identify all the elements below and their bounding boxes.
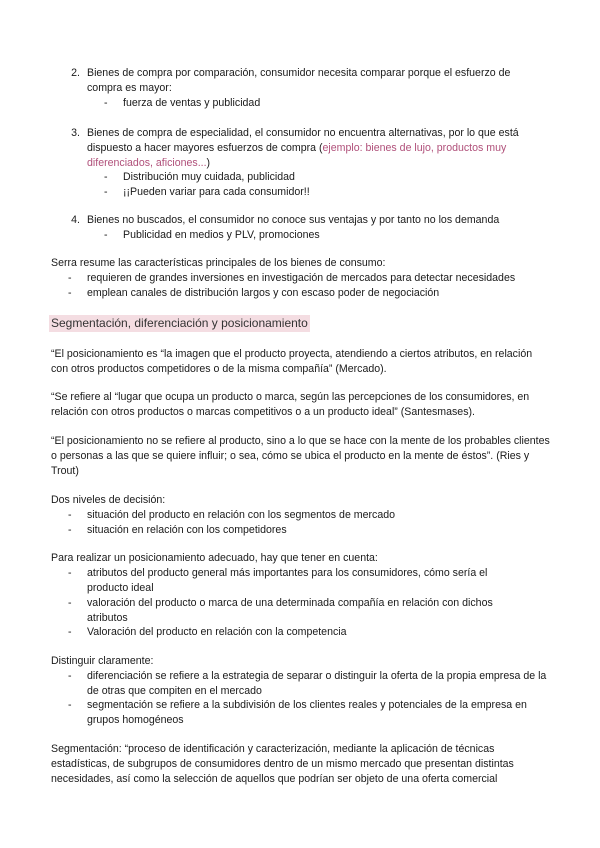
paragraph-intro: Serra resume las características principales de los bienes de consumo: bbox=[51, 257, 386, 269]
section-heading-wrap bbox=[49, 315, 310, 332]
bullet-dash: - bbox=[104, 229, 108, 241]
bullet-dash: - bbox=[68, 670, 72, 682]
bullet-item: valoración del producto o marca de una determinada compañía en relación con dichos atributos bbox=[87, 597, 493, 624]
segmentacion-definition: Segmentación: “proceso de identificación y caracterización, mediante la aplicación de técnicas estadísticas, de subgrupos de consumidores dentro de un mismo mercado que presentan distintas necesidades, así como la selección de aquellos que podrían ser objeto de una oferta comercial bbox=[51, 743, 514, 785]
list-number: 2. bbox=[71, 67, 80, 79]
bullet-dash: - bbox=[68, 699, 72, 711]
quote-mercado: “El posicionamiento es “la imagen que el producto proyecta, atendiendo a ciertos atributos, en relación con otros productos competidores o de la misma compañía” (Mercado). bbox=[51, 348, 533, 375]
sub-item: fuerza de ventas y publicidad bbox=[123, 97, 261, 109]
bullet-dash: - bbox=[68, 272, 72, 284]
section-heading: Segmentación, diferenciación y posicionamiento bbox=[51, 316, 308, 330]
bullet-item: segmentación se refiere a la subdivisión de los clientes reales y potenciales de la empresa en grupos homogéneos bbox=[87, 699, 527, 726]
bullet-dash: - bbox=[104, 171, 108, 183]
bullet-dash: - bbox=[68, 626, 72, 638]
list-item-text-main: Bienes de compra de especialidad, el consumidor no encuentra alternativas, por lo que está dispuesto a hacer mayores esfuerzos de compra ( bbox=[87, 127, 519, 154]
list-item-text: Bienes de compra por comparación, consumidor necesita comparar porque el esfuerzo de compra es mayor: bbox=[87, 67, 511, 94]
sub-item: Distribución muy cuidada, publicidad bbox=[123, 171, 295, 183]
bullet-dash: - bbox=[104, 186, 108, 198]
bullet-item: requieren de grandes inversiones en investigación de mercados para detectar necesidades bbox=[87, 272, 516, 284]
bullet-dash: - bbox=[68, 524, 72, 536]
list-number: 3. bbox=[71, 127, 80, 139]
bullet-item: emplean canales de distribución largos y con escaso poder de negociación bbox=[87, 287, 440, 299]
list-item-text bbox=[87, 126, 547, 171]
paragraph-intro: Distinguir claramente: bbox=[51, 655, 154, 667]
list-item-text-end: ) bbox=[206, 157, 211, 169]
bullet-dash: - bbox=[104, 97, 108, 109]
quote-santesmases: “Se refiere al “lugar que ocupa un producto o marca, según las percepciones de los consumidores, en relación con otros productos o marcas competitivos o a un producto ideal” (Santesmases). bbox=[51, 391, 530, 418]
bullet-item: situación en relación con los competidores bbox=[87, 524, 287, 536]
bullet-item: atributos del producto general más importantes para los consumidores, cómo sería el producto ideal bbox=[87, 567, 488, 594]
paragraph-intro: Para realizar un posicionamiento adecuado, hay que tener en cuenta: bbox=[51, 552, 378, 564]
bullet-item: situación del producto en relación con los segmentos de mercado bbox=[87, 509, 395, 521]
bullet-dash: - bbox=[68, 597, 72, 609]
bullet-item: diferenciación se refiere a la estrategia de separar o distinguir la oferta de la propia empresa de la de otras que compiten en el mercado bbox=[87, 670, 547, 697]
paragraph-intro: Dos niveles de decisión: bbox=[51, 494, 166, 506]
bullet-dash: - bbox=[68, 287, 72, 299]
sub-item: Publicidad en medios y PLV, promociones bbox=[123, 229, 320, 241]
list-item-text: Bienes no buscados, el consumidor no conoce sus ventajas y por tanto no los demanda bbox=[87, 214, 500, 226]
sub-item: ¡¡Pueden variar para cada consumidor!! bbox=[123, 186, 310, 198]
bullet-dash: - bbox=[68, 567, 72, 579]
list-number: 4. bbox=[71, 214, 80, 226]
example-highlight: ejemplo: bienes de lujo, productos muy diferenciados, aficiones... bbox=[87, 142, 507, 169]
bullet-item: Valoración del producto en relación con la competencia bbox=[87, 626, 347, 638]
quote-ries-trout: “El posicionamiento no se refiere al producto, sino a lo que se hace con la mente de los probables clientes o personas a las que se quiere influir; o sea, cómo se ubica el producto en la mente de éstos”. (Ries y Trout) bbox=[51, 435, 550, 477]
bullet-dash: - bbox=[68, 509, 72, 521]
